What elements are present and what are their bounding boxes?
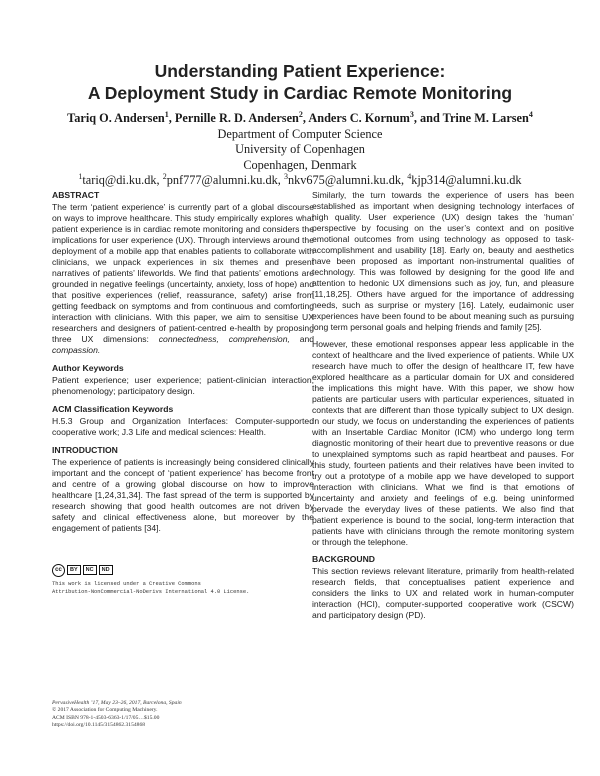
left-column xyxy=(52,190,314,541)
author-2-sup: 2 xyxy=(298,109,303,119)
background-section xyxy=(312,554,574,621)
title-line-1: Understanding Patient Experience: xyxy=(154,61,446,81)
background-body: This section reviews relevant literature, primarily from health-related research fields, that conceptualises patient experience and considers the links to UX and related work in human-computer interaction (HCI), computer-supported cooperative work (CSCW) and participatory design (PD). xyxy=(312,566,574,620)
affiliation-city: Copenhagen, Denmark xyxy=(243,157,357,172)
acm-heading: ACM Classification Keywords xyxy=(52,404,174,414)
author-block xyxy=(0,111,600,189)
author-2: Pernille R. D. Andersen xyxy=(174,111,299,125)
right-paragraph-1: Similarly, the turn towards the experience of users has been established as important when designing technology interfaces of high quality. User experience (UX) design takes the ‘human’ perspective by focusing on the user’s context and on positive emotional outcomes from using technology as opposed to task-accomplishment and usability [18]. Early on, beauty and aesthetics have been proposed as important non-instrumental qualities of technology. This was followed by designing for the good life and attention to hedonic UX dimensions such as joy, fun, and pleasure [11,18,25]. Others have argued for the importance of addressing needs, such as surprise or mystery [16]. Lately, eudaimonic user experiences have been found to be about meaning such as pursuing long term personal goals and helping friends and family [25]. xyxy=(312,190,574,332)
introduction-section xyxy=(52,445,314,534)
author-4: and Trine M. Larsen xyxy=(420,111,529,125)
license-line-1: This work is licensed under a Creative Commons xyxy=(52,581,201,587)
abstract-body: The term ‘patient experience’ is currently part of a global discourse on ways to improve healthcare. This study empirically explores what patient experience is in cardiac remote monitoring and considers the implications for user experience (UX). Through interviews around the deployment of a mobile app that enables patients to collaborate with clinicians, we unpack experiences in six themes and present narratives of patients’ lifeworlds. We find that patients’ emotions are grounded in negative feelings (uncertainty, anxiety, loss of hope) and that positive experiences (relief, reassurance, safety) arise from getting feedback on symptoms and from continuous and comforting interaction with clinicians. With this paper, we aim to sensitise UX researchers and designers of patient-centred e-health by proposing three UX dimensions: connectedness, comprehension, and compassion. xyxy=(52,202,315,355)
author-names: Tariq O. Andersen$^1$, Pernille R. D. Andersen$^2$, Anders C. Kornum$^3$, and Trine M. Larsen$^4$ xyxy=(67,109,533,125)
right-column xyxy=(312,190,574,628)
footer-copyright: © 2017 Association for Computing Machinery. xyxy=(52,707,158,714)
abstract-heading: ABSTRACT xyxy=(52,190,100,200)
publication-footer xyxy=(52,700,312,730)
author-4-sup: 4 xyxy=(528,109,533,119)
license-block xyxy=(52,563,312,596)
paper-title xyxy=(0,60,600,104)
keywords-body: Patient experience; user experience; patient-clinician interaction; phenomenology; participatory design. xyxy=(52,375,314,396)
cc-by-icon: BY xyxy=(67,565,81,575)
author-1-sup: 1 xyxy=(164,109,169,119)
right-paragraph-2: However, these emotional responses appear less applicable in the context of healthcare and the lived experience of patients. While UX research have much to offer the design of healthcare IT, few have explored healthcare as a particular domain for UX and considered the implications this might have. With this paper, we show how patients are particular users with particular experiences, situated in contexts that are different than those typically subject to UX design. In our study, we focus on understanding the experiences of patients with an Insertable Cardiac Monitor (ICM) who undergo long term diagnostic monitoring of their heart due to preventive reasons or due to unexplained symptoms such as rapid heartbeat and pauses. For this study, fourteen patients and their relatives have been invited to try out a prototype of a mobile app we have developed to support interaction with clinicians. What we find is that emotions of uncertainty and anxiety and feelings of e.g. being uninformed pervade the everyday lives of these patients. We also find that patient experience is bound to the social, long-term interaction that patients have with clinicians through the remote monitoring system or through the telephone. xyxy=(312,339,574,547)
acm-body: H.5.3 Group and Organization Interfaces: Computer-supported cooperative work; J.3 Life and medical sciences: Health. xyxy=(52,416,314,437)
affiliation-univ: University of Copenhagen xyxy=(235,142,365,156)
cc-license-badge-icon[interactable] xyxy=(52,563,312,577)
email-3[interactable]: nkv675@alumni.ku.dk, xyxy=(287,173,405,187)
email-4[interactable]: kjp314@alumni.ku.dk xyxy=(411,173,522,187)
footer-venue: PervasiveHealth ’17, May 23–26, 2017, Barcelona, Spain xyxy=(52,700,182,706)
abstract-section xyxy=(52,190,314,356)
footer-doi[interactable]: https://doi.org/10.1145/3154862.3154868 xyxy=(52,722,146,729)
author-3: Anders C. Kornum xyxy=(308,111,410,125)
email-2[interactable]: pnf777@alumni.ku.dk, xyxy=(166,173,281,187)
email-1[interactable]: tariq@di.ku.dk, xyxy=(82,173,160,187)
acm-section xyxy=(52,404,314,438)
cc-nc-icon: NC xyxy=(83,565,97,575)
title-line-2: A Deployment Study in Cardiac Remote Monitoring xyxy=(87,83,513,103)
author-emails: $^1$tariq@di.ku.dk, $^2$pnf777@alumni.ku.dk, $^3$nkv675@alumni.ku.dk, $^4$kjp314@alumni.ku.dk xyxy=(78,171,522,187)
keywords-section xyxy=(52,363,314,397)
author-3-sup: 3 xyxy=(409,109,414,119)
ux-dimension-3: compassion. xyxy=(52,345,101,355)
introduction-body: The experience of patients is increasingly being considered clinically important and the concept of ‘patient experience’ has become front and centre of a growing global discourse on how to improve healthcare [1,24,31,34]. The fast spread of the term is supported by research showing that good health outcomes are not driven by safety and clinical effectiveness alone, but moreover by the engagement of patients [34]. xyxy=(52,457,314,533)
cc-nd-icon: ND xyxy=(99,565,113,575)
background-heading: BACKGROUND xyxy=(312,554,376,564)
introduction-heading: INTRODUCTION xyxy=(52,445,118,455)
author-1: Tariq O. Andersen xyxy=(67,111,165,125)
keywords-heading: Author Keywords xyxy=(52,363,124,373)
ux-dimensions: connectedness, comprehension, xyxy=(158,334,290,344)
footer-isbn: ACM ISBN 978-1-4503-6363-1/17/05…$15.00 xyxy=(52,714,160,721)
license-line-2: Attribution-NonCommercial-NoDerivs International 4.0 License. xyxy=(52,589,250,595)
cc-icon: cc xyxy=(52,564,65,577)
affiliation-dept: Department of Computer Science xyxy=(217,126,383,141)
